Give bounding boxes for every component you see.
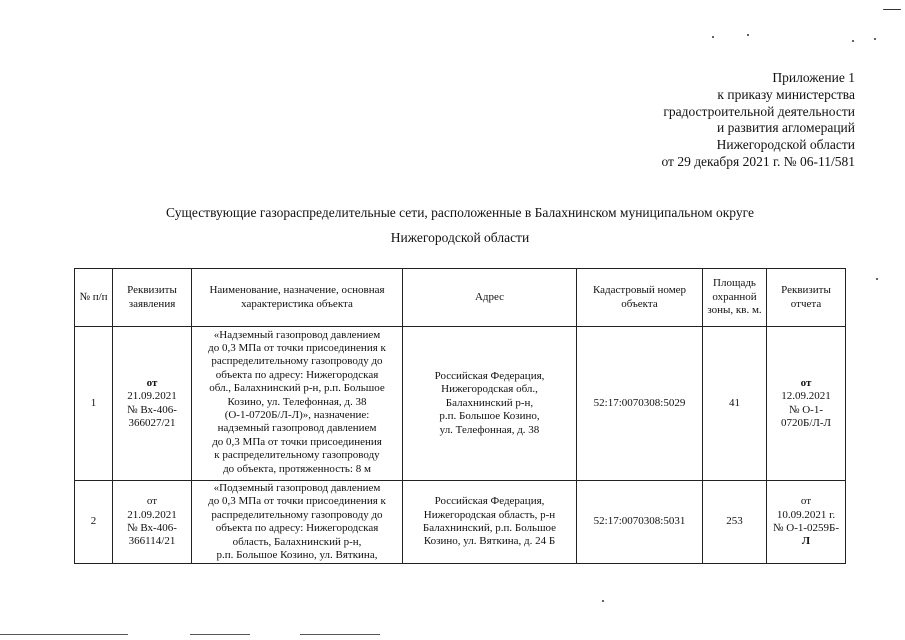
header-request: Реквизиты заявления: [113, 269, 192, 327]
name-line: (О-1-0720Б/Л-Л)», назначение:: [224, 408, 370, 421]
request-number: № Вх-406-: [127, 403, 177, 416]
row-report: [767, 481, 846, 564]
name-line: до 0,3 МПа от точки присоединения к: [208, 495, 386, 508]
name-line: к распределительному газопроводу: [214, 449, 380, 462]
name-line: область, Балахнинский р-н,: [232, 535, 362, 548]
address-line: Нижегородская обл.,: [441, 383, 538, 396]
scan-speck: [712, 36, 714, 38]
row-object-name: [192, 481, 403, 564]
name-line: до объекта, протяженность: 8 м: [223, 462, 371, 475]
row-address: [403, 327, 577, 481]
table-row: [75, 327, 846, 481]
appendix-line: Нижегородской области: [716, 137, 855, 153]
scan-speck: [747, 34, 749, 36]
scan-edge-line: [190, 634, 250, 635]
name-line: объекта по адресу: Нижегородская: [215, 522, 379, 535]
name-line: Козино, ул. Телефонная, д. 38: [227, 395, 367, 408]
name-line: «Подземный газопровод давлением: [213, 482, 381, 494]
address-line: ул. Телефонная, д. 38: [439, 423, 540, 436]
address-line: Балахнинский р-н,: [445, 396, 534, 409]
report-date: 12.09.2021: [781, 390, 831, 403]
header-report: Реквизиты отчета: [767, 269, 846, 327]
request-number-cont: 366114/21: [128, 535, 176, 548]
document-title-line2: Нижегородской области: [390, 230, 530, 245]
row-area: 41: [703, 327, 767, 481]
report-number-cont: Л: [801, 535, 811, 548]
table-row: [75, 481, 846, 564]
header-num: № п/п: [75, 269, 113, 327]
row-report: [767, 327, 846, 481]
scan-speck: [876, 278, 878, 280]
address-line: р.п. Большое Козино,: [439, 410, 540, 423]
row-cadastral: 52:17:0070308:5031: [577, 481, 703, 564]
scan-edge-line: [300, 634, 380, 635]
row-request: [113, 327, 192, 481]
name-line: надземный газопровод давлением: [217, 422, 377, 435]
gas-networks-table: [74, 268, 846, 564]
report-prefix: от: [800, 495, 812, 508]
address-line: Российская Федерация,: [434, 369, 545, 382]
name-line: до 0,3 МПа от точки присоединения: [212, 435, 382, 448]
appendix-line: Приложение 1: [772, 70, 855, 85]
address-line: Балахнинский, р.п. Большое: [422, 522, 557, 534]
table-header-row: [75, 269, 846, 327]
address-line: Нижегородская область, р-н: [423, 508, 556, 521]
appendix-line: от 29 декабря 2021 г. № 06-11/581: [661, 153, 855, 169]
row-request: [113, 481, 192, 564]
appendix-line: и развития агломераций: [716, 120, 855, 136]
row-cadastral: 52:17:0070308:5029: [577, 327, 703, 481]
appendix-line: градостроительной деятельности: [663, 103, 855, 119]
report-prefix: от: [800, 376, 812, 389]
name-line: распределительному газопроводу до: [211, 508, 383, 521]
request-date: 21.09.2021: [127, 508, 177, 521]
header-address: Адрес: [403, 269, 577, 327]
report-number: № О-1-: [788, 403, 823, 416]
appendix-line: к приказу министерства: [717, 86, 855, 102]
row-object-name: [192, 327, 403, 481]
report-number-cont: 0720Б/Л-Л: [781, 416, 831, 429]
address-line: Козино, ул. Вяткина, д. 24 Б: [423, 535, 556, 548]
name-line: обл., Балахнинский р-н, р.п. Большое: [209, 382, 385, 395]
name-line: до 0,3 МПа от точки присоединения к: [208, 341, 386, 354]
header-cadastral: Кадастровый номер объекта: [577, 269, 703, 327]
scan-edge-line: [0, 634, 128, 635]
row-num: 1: [75, 327, 113, 481]
request-number-cont: 366027/21: [128, 416, 176, 429]
name-line: «Надземный газопровод давлением: [213, 328, 381, 341]
report-number: № О-1-0259Б-: [773, 522, 839, 534]
scan-speck: [883, 9, 901, 10]
scan-speck: [874, 38, 876, 40]
row-address: [403, 481, 577, 564]
row-num: 2: [75, 481, 113, 564]
header-area: Площадь охранной зоны, кв. м.: [703, 269, 767, 327]
request-number: № Вх-406-: [127, 522, 177, 534]
address-line: Российская Федерация,: [434, 495, 545, 508]
request-prefix: от: [146, 376, 158, 389]
name-line: р.п. Большое Козино, ул. Вяткина,: [216, 549, 378, 562]
document-title: Существующие газораспределительные сети, расположенные в Балахнинском муниципальном округе: [166, 205, 754, 220]
scan-speck: [602, 600, 604, 602]
report-date: 10.09.2021 г.: [776, 508, 836, 521]
name-line: объекта по адресу: Нижегородская: [215, 368, 379, 381]
request-date: 21.09.2021: [127, 390, 177, 403]
appendix-header: [525, 70, 855, 171]
row-area: 253: [703, 481, 767, 564]
scan-speck: [852, 40, 854, 42]
name-line: распределительному газопроводу до: [211, 355, 383, 368]
request-prefix: от: [146, 495, 158, 508]
header-name: Наименование, назначение, основная характеристика объекта: [192, 269, 403, 327]
